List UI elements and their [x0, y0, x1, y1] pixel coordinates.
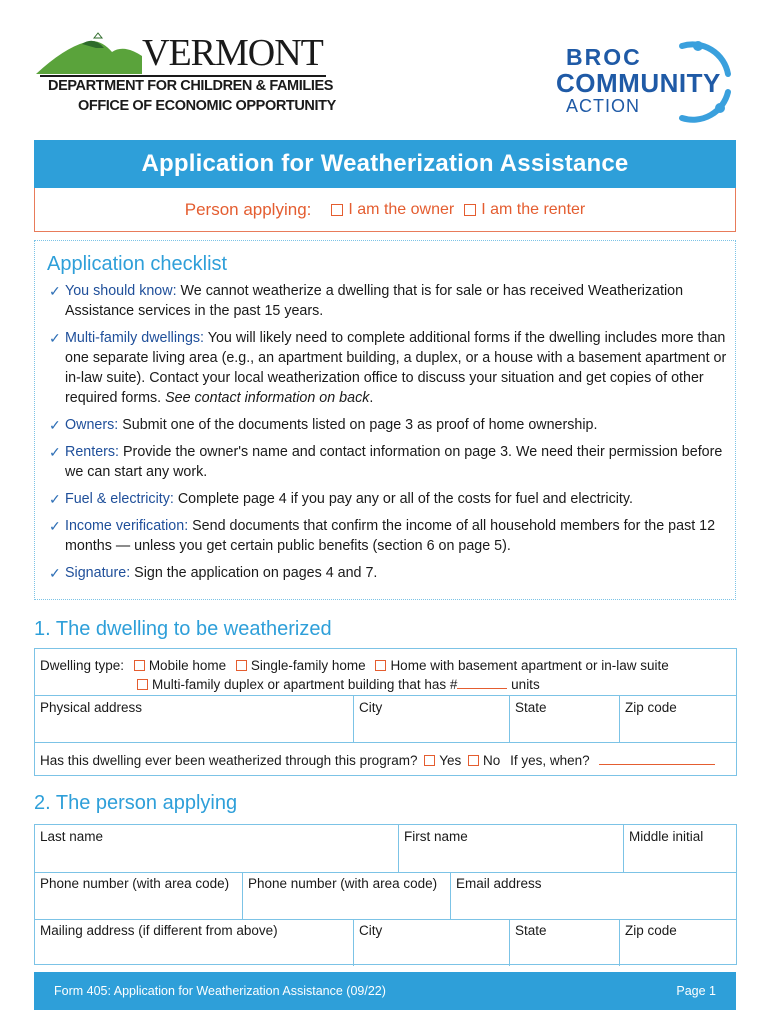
first-name-field[interactable]: First name [404, 829, 468, 844]
dept-name: DEPARTMENT FOR CHILDREN & FAMILIES [48, 78, 333, 94]
phone-field-2[interactable]: Phone number (with area code) [248, 876, 438, 891]
mailing-state-field[interactable]: State [515, 923, 547, 938]
checklist-heading: Application checklist [47, 253, 228, 275]
state-field[interactable]: State [515, 700, 547, 715]
col-divider [509, 695, 510, 742]
owner-checkbox[interactable] [331, 204, 343, 216]
applicant-form [34, 824, 737, 965]
email-field[interactable]: Email address [456, 876, 542, 891]
checklist-item: ✓ Signature: Sign the application on pages 4 and 7. [49, 565, 378, 581]
logo-rule [40, 75, 326, 77]
checklist-item: ✓ You should know: We cannot weatherize a dwelling that is for sale or has received Weatherization Assistance services in the past 15 years. [49, 283, 684, 319]
checklist-item: ✓ Owners: Submit one of the documents listed on page 3 as proof of home ownership. [49, 417, 598, 433]
owner-option[interactable] [331, 201, 454, 219]
check-icon: ✓ [49, 565, 61, 581]
dwelling-type-row [40, 656, 730, 694]
check-icon: ✓ [49, 518, 61, 534]
broc-logo [552, 34, 742, 124]
if-yes-label: If yes, when? [510, 753, 590, 768]
weatherized-question: Has this dwelling ever been weatherized through this program? [40, 753, 418, 768]
row-divider [35, 695, 736, 696]
physical-address-field[interactable]: Physical address [40, 700, 143, 715]
col-divider [398, 825, 399, 872]
check-icon: ✓ [49, 283, 61, 299]
no-label: No [483, 753, 501, 768]
phone-field-1[interactable]: Phone number (with area code) [40, 876, 230, 891]
broc-action: ACTION [566, 96, 641, 116]
units-count-field[interactable] [457, 688, 507, 689]
row-divider [35, 919, 736, 920]
office-name: OFFICE OF ECONOMIC OPPORTUNITY [78, 98, 336, 114]
person-applying-row [34, 188, 736, 232]
weatherized-question-row [40, 753, 715, 768]
basement-apartment-checkbox[interactable] [375, 660, 386, 671]
city-field[interactable]: City [359, 700, 383, 715]
section2-title: 2. The person applying [34, 792, 238, 814]
broc-community: COMMUNITY [556, 68, 721, 98]
col-divider [509, 919, 510, 966]
page-number: Page 1 [676, 984, 716, 998]
broc-name: BROC [566, 44, 642, 70]
col-divider [353, 695, 354, 742]
owner-option-label: I am the owner [348, 200, 455, 218]
renter-option-label: I am the renter [481, 200, 586, 218]
single-family-label: Single-family home [250, 658, 366, 673]
col-divider [450, 872, 451, 919]
mobile-home-checkbox[interactable] [134, 660, 145, 671]
dwelling-form [34, 648, 737, 776]
check-icon: ✓ [49, 491, 61, 507]
checklist-item: ✓ Income verification: Send documents that confirm the income of all household members for the past 12 months — unless you get certain public benefits (section 6 on page 5). [49, 518, 716, 554]
vermont-mountain-icon [34, 30, 146, 78]
renter-checkbox[interactable] [464, 204, 476, 216]
page-title: Application for Weatherization Assistance [141, 150, 629, 177]
middle-initial-field[interactable]: Middle initial [629, 829, 704, 844]
col-divider [242, 872, 243, 919]
renter-option[interactable] [464, 201, 585, 219]
person-applying-label: Person applying: [184, 199, 312, 219]
col-divider [619, 695, 620, 742]
title-banner [34, 140, 736, 188]
form-name: Form 405: Application for Weatherization Assistance (09/22) [54, 984, 386, 998]
dwelling-type-label: Dwelling type: [40, 658, 125, 673]
checklist-item: ✓ Renters: Provide the owner's name and contact information on page 3. We need their permission before we can start any work. [49, 444, 723, 480]
mailing-zip-field[interactable]: Zip code [625, 923, 677, 938]
check-icon: ✓ [49, 444, 61, 460]
zip-field[interactable]: Zip code [625, 700, 677, 715]
row-divider [35, 872, 736, 873]
checklist-items [49, 281, 729, 590]
mailing-city-field[interactable]: City [359, 923, 383, 938]
vermont-wordmark: VERMONT [142, 32, 323, 74]
units-label: units [511, 677, 540, 692]
multi-family-label: Multi-family duplex or apartment building that has # [152, 677, 458, 692]
check-icon: ✓ [49, 417, 61, 433]
col-divider [619, 919, 620, 966]
checklist-item: ✓ Fuel & electricity: Complete page 4 if you pay any or all of the costs for fuel and electricity. [49, 491, 633, 507]
yes-checkbox[interactable] [424, 755, 435, 766]
multi-family-checkbox[interactable] [137, 679, 148, 690]
no-checkbox[interactable] [468, 755, 479, 766]
last-name-field[interactable]: Last name [40, 829, 104, 844]
check-icon: ✓ [49, 330, 61, 346]
page-footer [34, 972, 736, 1010]
mailing-address-field[interactable]: Mailing address (if different from above) [40, 923, 278, 938]
checklist-item: ✓ Multi-family dwellings: You will likely need to complete additional forms if the dwelling includes more than one separate living area (e.g., an apartment building, a duplex, or a house with a basement apartment or in-law suite). Contact your local weatherization office to discuss your situation and get copies of other required forms. See contact information on back. [49, 330, 727, 406]
row-divider [35, 742, 736, 743]
weatherized-when-field[interactable] [599, 764, 715, 765]
single-family-checkbox[interactable] [236, 660, 247, 671]
col-divider [353, 919, 354, 966]
mobile-home-label: Mobile home [148, 658, 227, 673]
col-divider [623, 825, 624, 872]
application-checklist [34, 240, 736, 600]
section1-title: 1. The dwelling to be weatherized [34, 618, 332, 640]
yes-label: Yes [439, 753, 462, 768]
basement-apartment-label: Home with basement apartment or in-law suite [390, 658, 669, 673]
vermont-dcf-logo [34, 30, 336, 120]
